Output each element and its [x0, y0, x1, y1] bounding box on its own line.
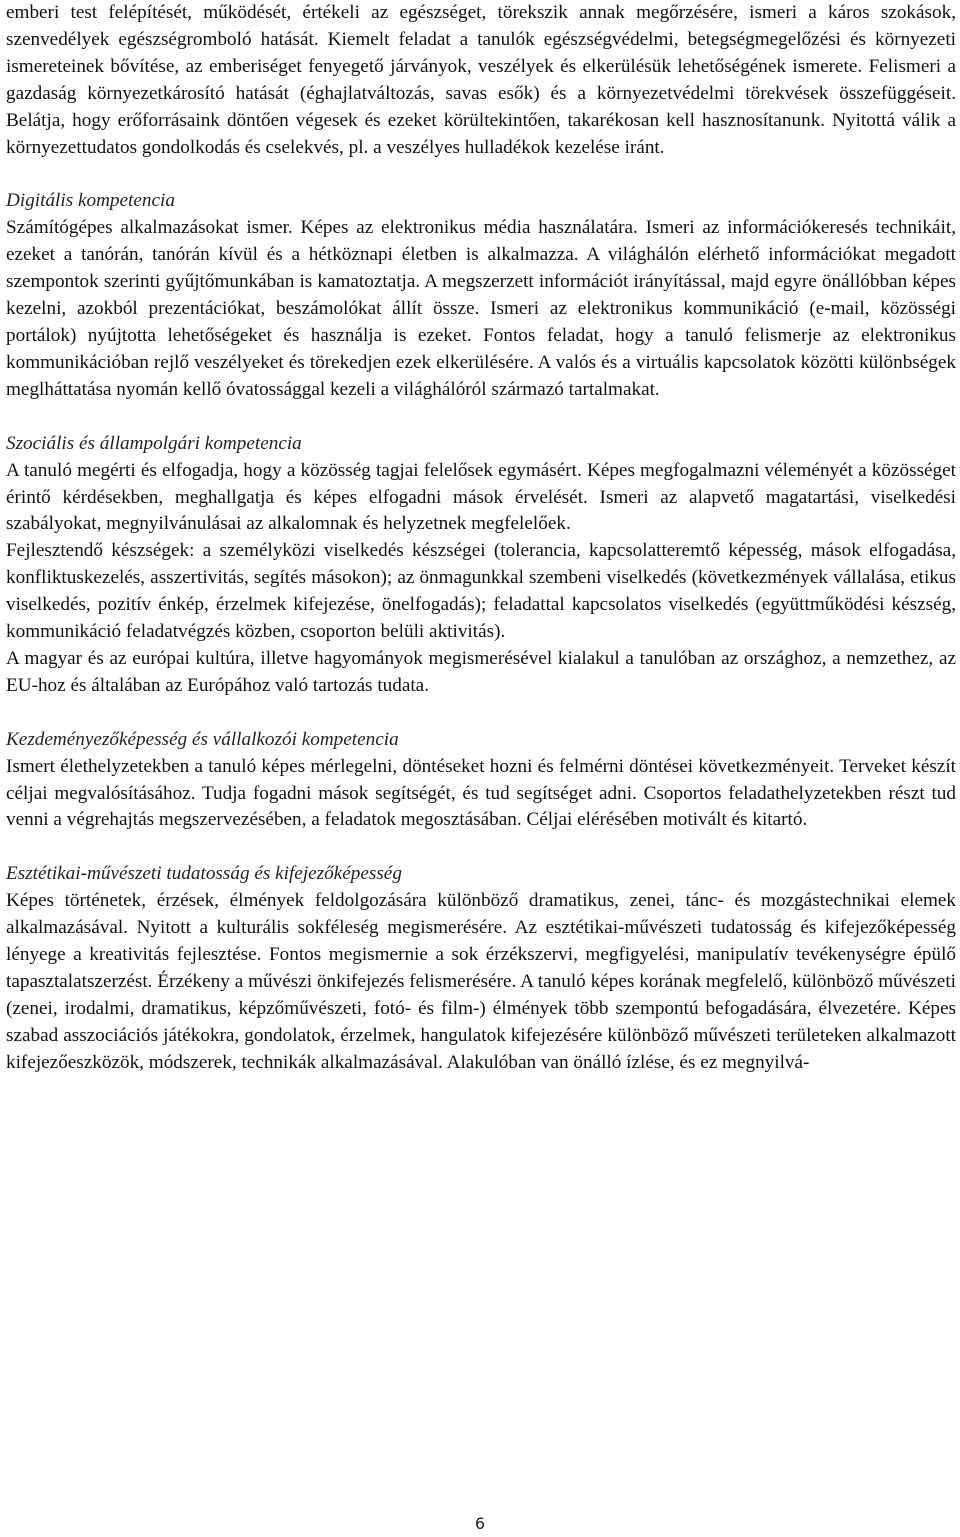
- heading-digital-competence: Digitális kompetencia: [6, 190, 175, 212]
- section-gap: [6, 161, 956, 188]
- heading-initiative-competence: Kezdeményezőképesség és vállalkozói kompetencia: [6, 728, 399, 750]
- page-number: 6: [474, 1514, 486, 1533]
- section-gap: [6, 700, 956, 727]
- document-page: [6, 0, 956, 1077]
- social-competence-paragraph-1: A tanuló megérti és elfogadja, hogy a közösség tagjai felelősek egymásért. Képes megfogalmazni véleményét a közösséget érintő kérdésekben, meghallgatja és képes elfogadni mások érvelését. Ismeri az alapvető magatartási, viselkedési szabályokat, megnyilvánulásai az alkalomnak és helyzetnek megfelelőek.: [6, 459, 956, 535]
- intro-paragraph: emberi test felépítését, működését, értékeli az egészséget, törekszik annak megőrzésére, ismeri a káros szokások, szenvedélyek egészségromboló hatását. Kiemelt feladat a tanulók egészségvédelmi, betegségmegelőzési és környezeti ismereteinek bővítése, az emberiséget fenyegető járványok, veszélyek és elkerülésük lehetőségének ismerete. Felismeri a gazdaság környezetkárosító hatását (éghajlatváltozás, savas esők) és a környezetvédelmi törekvések összefüggéseit. Belátja, hogy erőforrásaink döntően végesek és ezeket körültekintően, takarékosan kell hasznosítanunk. Nyitottá válik a környezettudatos gondolkodás és cselekvés, pl. a veszélyes hulladékok kezelése iránt.: [6, 2, 956, 158]
- aesthetic-competence-paragraph: Képes történetek, érzések, élmények feldolgozására különböző dramatikus, zenei, tánc- és mozgástechnikai elemek alkalmazásával. Nyitott a kulturális sokféleség megismerésére. Az esztétikai-művészeti tudatosság és kifejezőképesség lényege a kreativitás fejlesztése. Fontos megismernie a sok érzékszervi, megfigyelési, manipulatív tevékenységre épülő tapasztalatszerzést. Érzékeny a művészi önkifejezés felismerésére. A tanuló képes korának megfelelő, különböző művészeti (zenei, irodalmi, dramatikus, képzőművészeti, fotó- és film-) élmények több szempontú befogadására, élvezetére. Képes szabad asszociációs játékokra, gondolatok, érzelmek, hangulatok kifejezésére különböző művészeti területeken alkalmazott kifejezőeszközök, módszerek, technikák alkalmazásával. Alakulóban van önálló ízlése, és ez megnyilvá-: [6, 890, 956, 1073]
- heading-social-competence: Szociális és állampolgári kompetencia: [6, 432, 302, 454]
- section-gap: [6, 404, 956, 431]
- initiative-competence-paragraph: Ismert élethelyzetekben a tanuló képes mérlegelni, döntéseket hozni és felmérni döntései következményeit. Terveket készít céljai megvalósításához. Tudja fogadni mások segítségét, és tud segítséget adni. Csoportos feladathelyzetekben részt tud venni a végrehajtás megszervezésében, a feladatok megosztásában. Céljai elérésében motivált és kitartó.: [6, 755, 956, 831]
- section-gap: [6, 834, 956, 861]
- digital-competence-paragraph: Számítógépes alkalmazásokat ismer. Képes az elektronikus média használatára. Ismeri az információkeresés technikáit, ezeket a tanórán, tanórán kívül és a hétköznapi életben is alkalmazza. A világhálón elérhető információkat megadott szempontok szerinti gyűjtőmunkában is kamatoztatja. A megszerzett információt irányítással, majd egyre önállóbban képes kezelni, azokból prezentációkat, beszámolókat állít össze. Ismeri az elektronikus kommunikáció (e-mail, közösségi portálok) nyújtotta lehetőségeket és használja is ezeket. Fontos feladat, hogy a tanuló felismerje az elektronikus kommunikációban rejlő veszélyeket és törekedjen ezek elkerülésére. A valós és a virtuális kapcsolatok közötti különbségek meglháttatása nyomán kellő óvatossággal kezeli a világhálóról származó tartalmakat.: [6, 217, 956, 400]
- heading-aesthetic-competence: Esztétikai-művészeti tudatosság és kifejezőképesség: [6, 863, 402, 885]
- social-competence-paragraph-2: Fejlesztendő készségek: a személyközi viselkedés készségei (tolerancia, kapcsolatteremtő képesség, mások elfogadása, konfliktuskezelés, asszertivitás, segítés másokon); az önmagunkkal szembeni viselkedés (következmények vállalása, etikus viselkedés, pozitív énkép, érzelmek kifejezése, önelfogadás); feladattal kapcsolatos viselkedés (együttműködési készség, kommunikáció feladatvégzés közben, csoporton belüli aktivitás).: [6, 540, 956, 643]
- social-competence-paragraph-3: A magyar és az európai kultúra, illetve hagyományok megismerésével kialakul a tanulóban az országhoz, a nemzethez, az EU-hoz és általában az Európához való tartozás tudata.: [6, 647, 956, 696]
